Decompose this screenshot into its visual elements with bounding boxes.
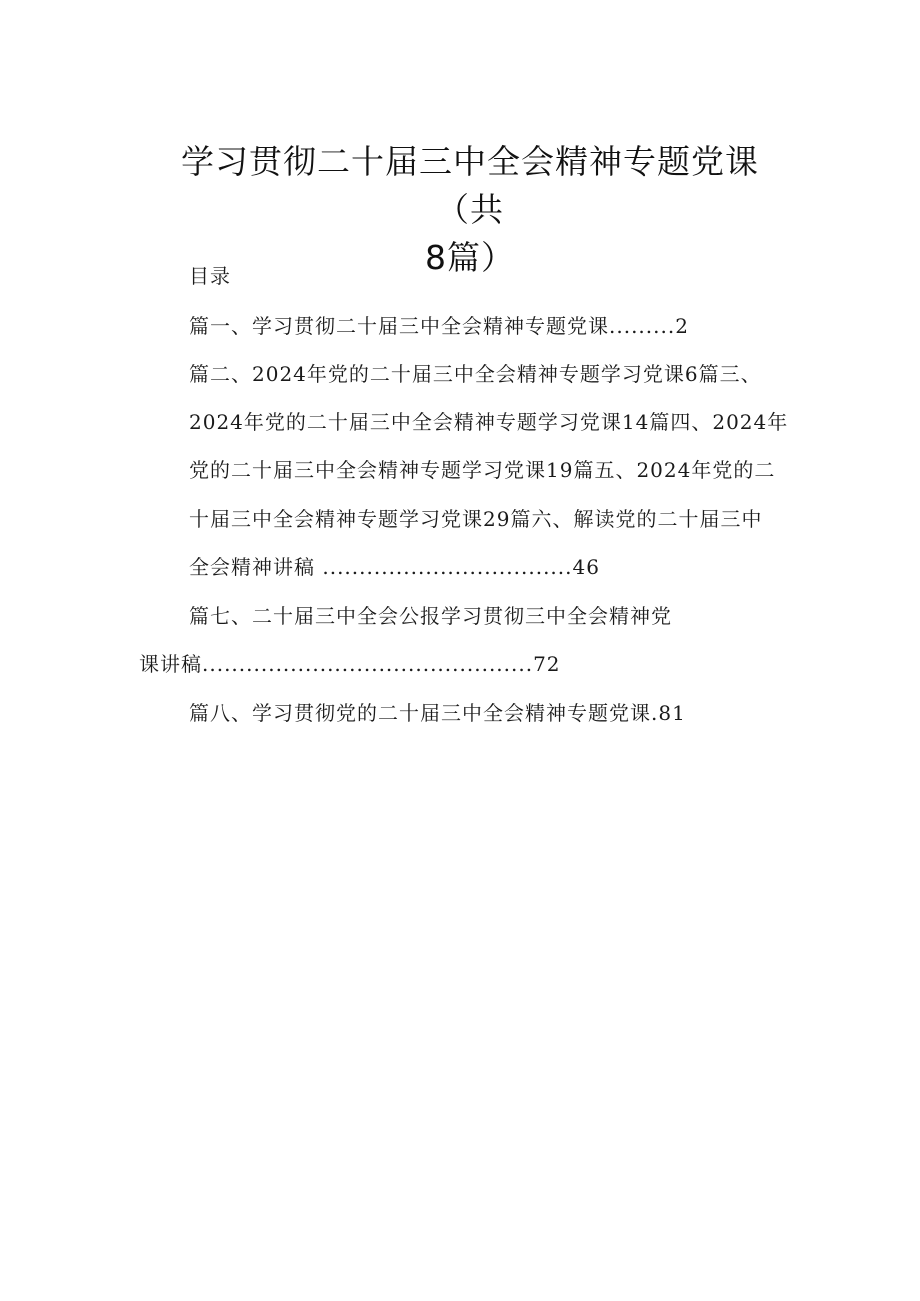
toc-line: 十届三中全会精神专题学习党课29篇六、解读党的二十届三中	[189, 507, 763, 531]
toc-line: 2024年党的二十届三中全会精神专题学习党课14篇四、2024年	[189, 410, 789, 434]
toc-heading: 目录	[189, 264, 231, 288]
toc-line: 篇二、2024年党的二十届三中全会精神专题学习党课6篇三、	[189, 362, 762, 386]
toc-line: 篇七、二十届三中全会公报学习贯彻三中全会精神党	[189, 604, 672, 628]
title-line-2: 8篇）	[425, 238, 515, 277]
title-line-1: 学习贯彻二十届三中全会精神专题党课（共	[181, 142, 759, 229]
toc-line: 篇八、学习贯彻党的二十届三中全会精神专题党课.81	[189, 701, 686, 725]
toc-line: 全会精神讲稿 ..................................46	[189, 555, 600, 579]
toc-line: 党的二十届三中全会精神专题学习党课19篇五、2024年党的二	[189, 458, 776, 482]
toc-line: 篇一、学习贯彻二十届三中全会精神专题党课.........2	[189, 314, 689, 338]
toc-line: 课讲稿.............................................72	[139, 652, 561, 676]
document-title	[150, 138, 790, 282]
